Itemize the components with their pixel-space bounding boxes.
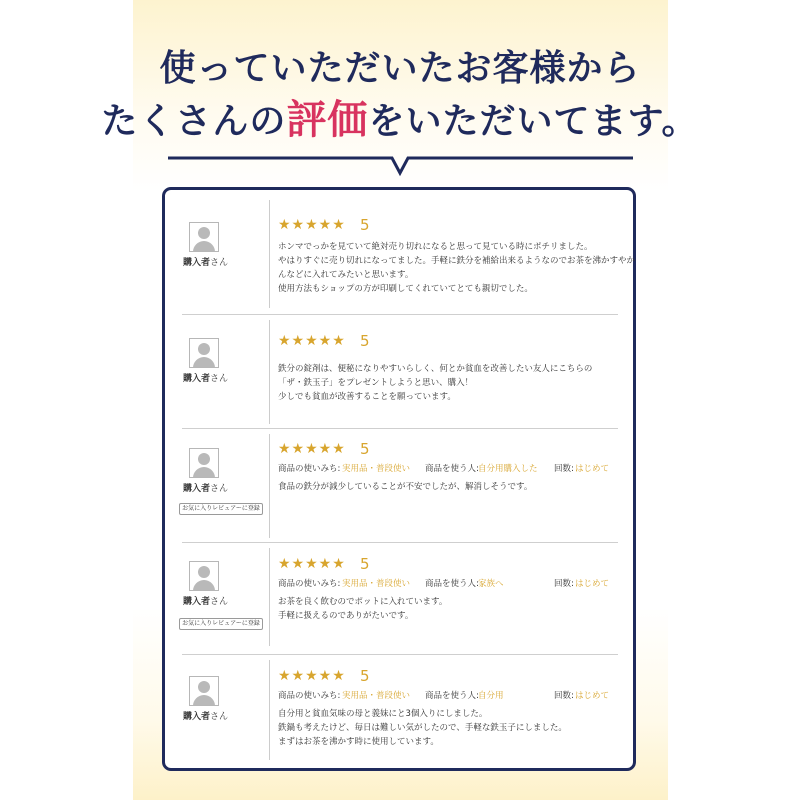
reviews-card (162, 187, 636, 771)
review-item (165, 320, 633, 424)
review-divider-line (269, 434, 270, 538)
avatar (189, 222, 219, 252)
heading-line-2 (0, 88, 800, 145)
review-meta: 商品の使いみち: 実用品・普段使い 商品を使う人: 自分用 回数: はじめて (278, 691, 610, 701)
review-item (165, 660, 633, 760)
reviewer-name: 購入者さん (183, 597, 229, 607)
rating-value: 5 (360, 667, 370, 685)
review-meta: 商品の使いみち: 実用品・普段使い 商品を使う人: 自分用購入した 回数: はじめて (278, 464, 610, 474)
star-rating: ★★★★★ (278, 668, 346, 684)
heading-line-2-start: たくさんの (101, 100, 287, 142)
rating-value: 5 (360, 332, 370, 350)
heading-accent-word: 評価 (286, 96, 369, 143)
review-text: 食品の鉄分が減少していることが不安でしたが、解消しそうです。 (278, 482, 533, 492)
avatar (189, 338, 219, 368)
reviewer-name: 購入者さん (183, 712, 229, 722)
review-text: お茶を良く飲むのでポットに入れています。 手軽に扱えるのでありがたいです。 (278, 597, 448, 621)
heading-line-2-end: をいただいてます。 (368, 100, 699, 142)
review-item (165, 434, 633, 538)
review-separator (182, 654, 618, 655)
reviewer-name: 購入者さん (183, 484, 229, 494)
rating-value: 5 (360, 216, 370, 234)
review-item (165, 200, 636, 308)
review-divider-line (269, 660, 270, 760)
star-rating: ★★★★★ (278, 556, 346, 572)
avatar (189, 676, 219, 706)
rating-value: 5 (360, 555, 370, 573)
review-separator (182, 314, 618, 315)
rating-value: 5 (360, 440, 370, 458)
review-text: ホンマでっかを見ていて絶対売り切れになると思って見ている時にポチリました。 やはりすぐに売り切れになってました。手軽に鉄分を補給出来るようなのでお茶を沸かすやか んなどに入れてみたいと思います。 使用方法もショップの方が印刷してくれていてとても親切でした。 (278, 242, 636, 294)
review-text: 自分用と貧血気味の母と義妹にと3個入りにしました。 鉄鍋も考えたけど、毎日は難しい気がしたので、手軽な鉄玉子にしました。 まずはお茶を沸かす時に使用しています。 (278, 709, 567, 747)
star-rating: ★★★★★ (278, 217, 346, 233)
heading-line-1: 使っていただいたお客様から (159, 47, 641, 89)
review-item (165, 548, 633, 646)
star-rating: ★★★★★ (278, 441, 346, 457)
reviewer-name: 購入者さん (183, 374, 229, 384)
avatar (189, 448, 219, 478)
avatar (189, 561, 219, 591)
heading-divider (168, 147, 633, 183)
review-meta: 商品の使いみち: 実用品・普段使い 商品を使う人: 家族へ 回数: はじめて (278, 579, 610, 589)
add-favorite-reviewer-button[interactable]: お気に入りレビュアーに登録 (179, 503, 263, 515)
review-text: 鉄分の錠剤は、便秘になりやすいらしく、何とか貧血を改善したい友人にこちらの 「ザ・鉄玉子」をプレゼントしようと思い、購入！ 少しでも貧血が改善することを願っています。 (278, 364, 593, 402)
star-rating: ★★★★★ (278, 333, 346, 349)
reviewer-name: 購入者さん (183, 258, 229, 268)
review-divider-line (269, 200, 270, 308)
add-favorite-reviewer-button[interactable]: お気に入りレビュアーに登録 (179, 618, 263, 630)
review-separator (182, 542, 618, 543)
review-separator (182, 428, 618, 429)
review-divider-line (269, 320, 270, 424)
review-divider-line (269, 548, 270, 646)
